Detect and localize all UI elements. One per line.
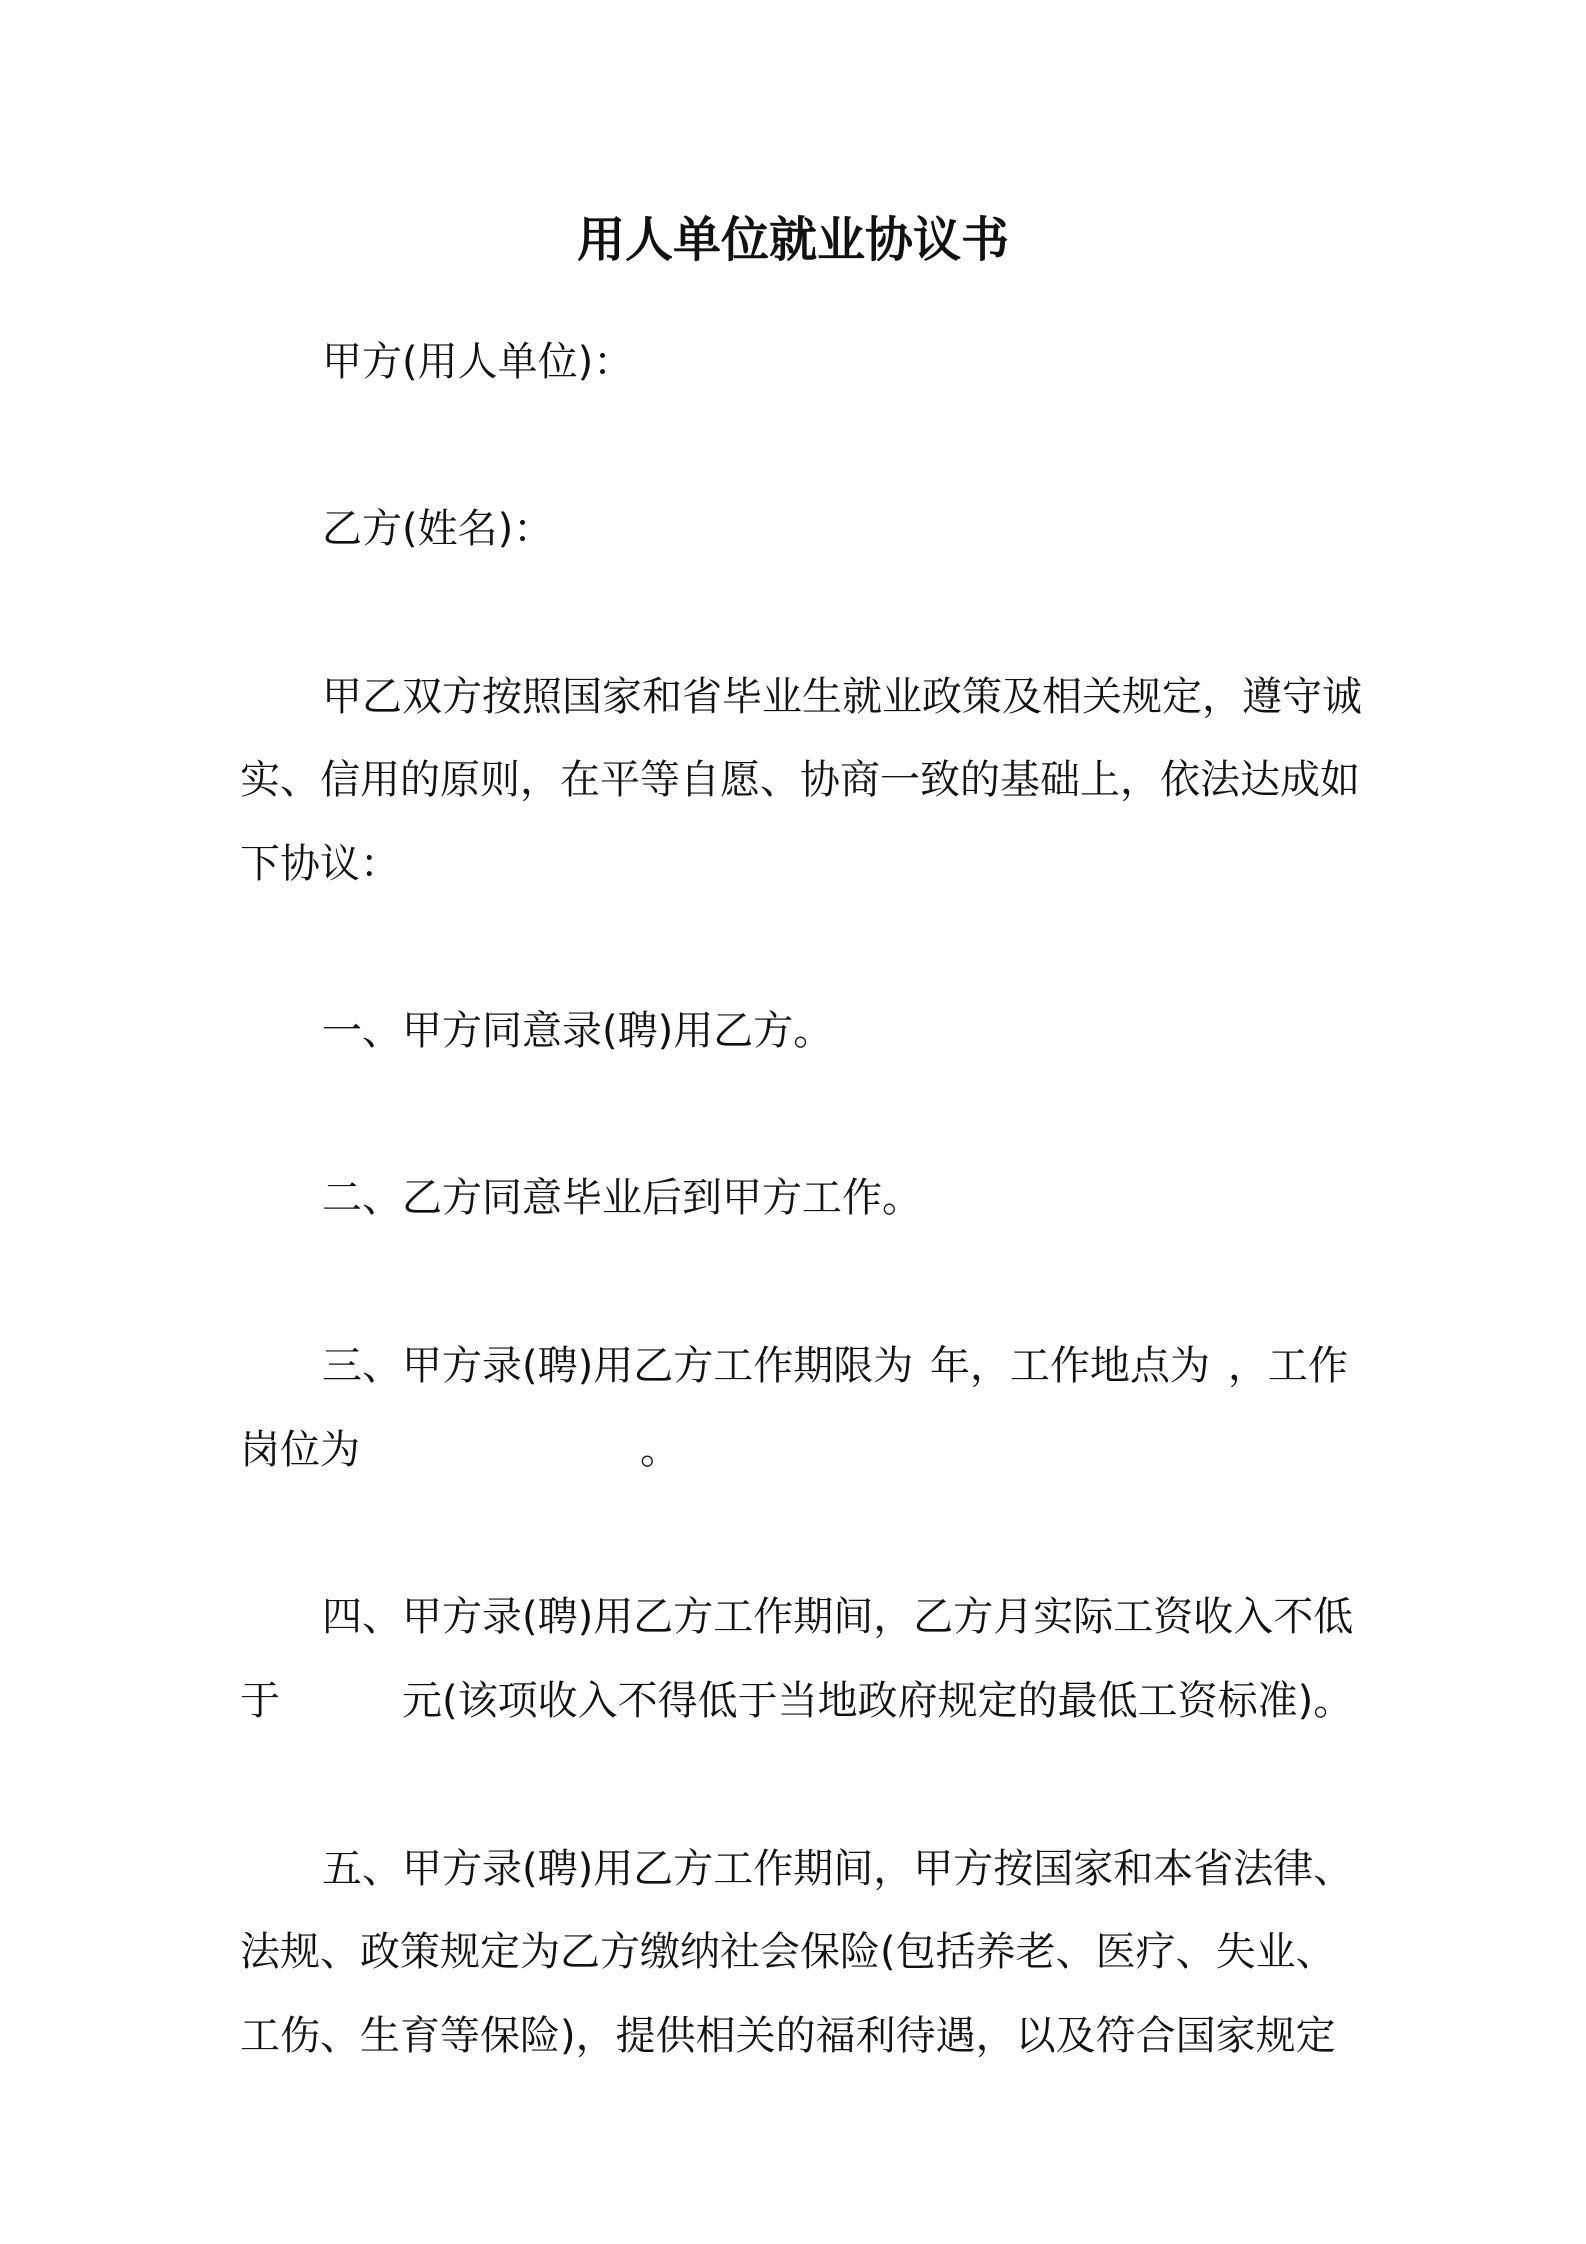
clause-4-line-2-label: 于: [240, 1678, 280, 1724]
clause-3-line-2-label: 岗位为: [240, 1427, 360, 1473]
clause-3-line-2-end: 。: [640, 1427, 680, 1473]
party-a-label: 甲方(用人单位)：: [322, 339, 634, 385]
clause-2: 二、乙方同意毕业后到甲方工作。: [322, 1175, 922, 1221]
document-title: 用人单位就业协议书: [576, 212, 1009, 268]
preamble-line-2: 实、信用的原则，在平等自愿、协商一致的基础上，依法达成如: [240, 757, 1360, 803]
clause-4-line-2-text: 元(该项收入不得低于当地政府规定的最低工资标准)。: [402, 1678, 1354, 1724]
preamble-line-1: 甲乙双方按照国家和省毕业生就业政策及相关规定，遵守诚: [322, 674, 1362, 720]
party-b-label: 乙方(姓名)：: [322, 506, 554, 552]
clause-3-part-3: ，工作: [1228, 1343, 1348, 1389]
clause-4-line-1: 四、甲方录(聘)用乙方工作期间，乙方月实际工资收入不低: [322, 1594, 1354, 1640]
clause-1: 一、甲方同意录(聘)用乙方。: [322, 1008, 834, 1054]
preamble-line-3: 下协议：: [240, 841, 400, 887]
clause-3-part-2: 年，工作地点为: [930, 1343, 1210, 1389]
clause-5-line-1: 五、甲方录(聘)用乙方工作期间，甲方按国家和本省法律、: [322, 1846, 1354, 1892]
clause-5-line-2: 法规、政策规定为乙方缴纳社会保险(包括养老、医疗、失业、: [240, 1929, 1336, 1975]
clause-5-line-3: 工伤、生育等保险)，提供相关的福利待遇，以及符合国家规定: [240, 2013, 1336, 2059]
clause-3-part-1: 三、甲方录(聘)用乙方工作期限为: [322, 1343, 914, 1389]
